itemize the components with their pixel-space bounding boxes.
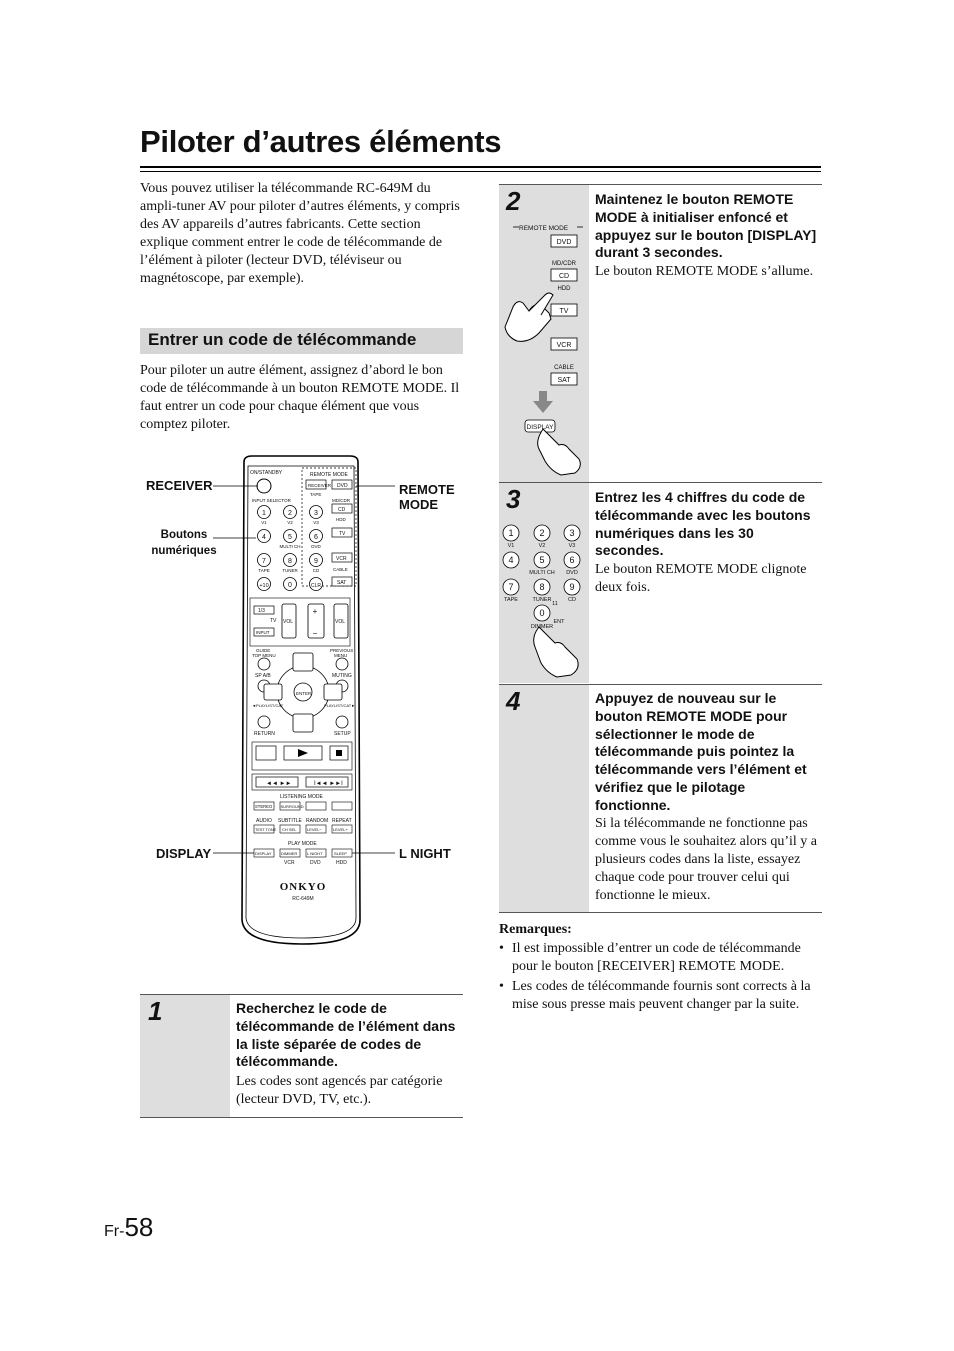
svg-text:TAPE: TAPE bbox=[310, 492, 322, 497]
step-4-number: 4 bbox=[506, 686, 521, 716]
svg-text:INPUT SELECTOR: INPUT SELECTOR bbox=[252, 498, 291, 503]
section-heading: Entrer un code de télécommande bbox=[148, 330, 417, 349]
svg-text:VCR: VCR bbox=[336, 556, 347, 562]
svg-text:11: 11 bbox=[552, 601, 558, 607]
svg-text:◄◄ ►►: ◄◄ ►► bbox=[266, 781, 292, 787]
svg-text:7: 7 bbox=[508, 582, 514, 592]
svg-text:MUTING: MUTING bbox=[332, 673, 352, 679]
step-2-number: 2 bbox=[506, 186, 521, 216]
step-2-body: Le bouton REMOTE MODE s’allume. bbox=[595, 264, 814, 279]
svg-text:SLEEP: SLEEP bbox=[334, 851, 347, 856]
svg-text:MD/CDR: MD/CDR bbox=[552, 261, 576, 267]
svg-text:TUNER: TUNER bbox=[282, 568, 298, 573]
step-4-heading: Appuyez de nouveau sur le bouton REMOTE MODE pour sélectionner le mode de télécommande puis pointez la télécommande vers l’élément et vérifiez que le pilotage fonctionne. bbox=[595, 690, 807, 813]
svg-text:STEREO: STEREO bbox=[255, 804, 273, 809]
svg-text:TAPE: TAPE bbox=[504, 597, 518, 603]
svg-text:VOL: VOL bbox=[335, 619, 346, 625]
svg-text:RECEIVER: RECEIVER bbox=[308, 483, 332, 488]
svg-text:PLAYLIST/CAT►: PLAYLIST/CAT► bbox=[324, 703, 356, 708]
step-2-illustration bbox=[499, 215, 589, 480]
svg-text:DIMMER: DIMMER bbox=[530, 624, 554, 630]
svg-text:DIMMER: DIMMER bbox=[281, 851, 298, 856]
callout-remote-mode-line1: REMOTE bbox=[399, 482, 455, 497]
svg-text:MULTI CH: MULTI CH bbox=[529, 570, 555, 576]
svg-text:LISTENING MODE: LISTENING MODE bbox=[280, 794, 323, 800]
svg-text:PREVIOUS: PREVIOUS bbox=[330, 648, 354, 653]
svg-text:SAT: SAT bbox=[557, 377, 571, 384]
svg-text:TEST TONE: TEST TONE bbox=[255, 828, 277, 832]
callout-numeric-line2: numériques bbox=[151, 545, 217, 557]
svg-text:TAPE: TAPE bbox=[258, 568, 270, 573]
svg-text:CD: CD bbox=[312, 568, 320, 573]
svg-text:◄PLAYLIST/CAT: ◄PLAYLIST/CAT bbox=[252, 703, 284, 708]
step-3-heading: Entrez les 4 chiffres du code de télécommande avec les boutons numériques dans les 30 secondes. bbox=[595, 489, 811, 559]
svg-text:TV: TV bbox=[339, 531, 346, 537]
callout-l-night: L NIGHT bbox=[399, 846, 451, 861]
step-4-body: Si la télécommande ne fonctionne pas comme vous le souhaitez alors qu’il y a plusieurs codes dans la liste, essayez chaque code pour trouver celui qui fonctionne le mieux. bbox=[595, 816, 817, 903]
notes-title: Remarques: bbox=[499, 922, 572, 937]
svg-text:CH SEL: CH SEL bbox=[282, 827, 297, 832]
svg-text:TUNER: TUNER bbox=[532, 597, 552, 603]
svg-text:2: 2 bbox=[288, 510, 292, 517]
svg-text:−: − bbox=[312, 629, 318, 638]
svg-text:RETURN: RETURN bbox=[254, 731, 275, 737]
svg-text:TOP MENU: TOP MENU bbox=[252, 653, 276, 658]
page-number-value: 58 bbox=[124, 1212, 154, 1242]
svg-text:VOL: VOL bbox=[283, 619, 294, 625]
svg-text:HDD: HDD bbox=[336, 860, 347, 866]
svg-text:ENTER: ENTER bbox=[296, 691, 312, 696]
svg-text:RC-649M: RC-649M bbox=[292, 896, 314, 902]
svg-text:8: 8 bbox=[288, 558, 292, 565]
page-number-prefix: Fr- bbox=[104, 1223, 125, 1240]
svg-text:SUBTITLE: SUBTITLE bbox=[278, 818, 302, 824]
svg-text:0: 0 bbox=[288, 582, 292, 589]
svg-text:9: 9 bbox=[314, 558, 318, 565]
svg-text:VCR: VCR bbox=[556, 342, 572, 349]
svg-text:+10: +10 bbox=[259, 583, 269, 589]
svg-text:PLAY MODE: PLAY MODE bbox=[288, 841, 317, 847]
svg-text:1: 1 bbox=[262, 510, 266, 517]
svg-text:MULTI CH: MULTI CH bbox=[279, 544, 301, 549]
svg-text:8: 8 bbox=[539, 582, 545, 592]
svg-text:RANDOM: RANDOM bbox=[306, 818, 329, 824]
svg-text:9: 9 bbox=[569, 582, 575, 592]
svg-text:VCR: VCR bbox=[284, 860, 295, 866]
svg-text:0: 0 bbox=[539, 608, 545, 618]
svg-text:REPEAT: REPEAT bbox=[332, 818, 352, 824]
svg-text:V1: V1 bbox=[507, 543, 515, 549]
step-1-heading: Recherchez le code de télécommande de l’élément dans la liste séparée de codes de télécommande. bbox=[236, 1000, 456, 1070]
svg-text:1: 1 bbox=[508, 528, 514, 538]
svg-text:ENT: ENT bbox=[553, 619, 565, 625]
callout-receiver: RECEIVER bbox=[146, 478, 213, 493]
step-4-box bbox=[499, 685, 589, 912]
section-paragraph: Pour piloter un autre élément, assignez d’abord le bon code de télécommande à un bouton REMOTE MODE. Il faut entrer un code pour chaque élément que vous comptez piloter. bbox=[140, 363, 460, 432]
svg-text:5: 5 bbox=[288, 534, 292, 541]
svg-text:LEVEL−: LEVEL− bbox=[307, 827, 322, 832]
svg-text:3: 3 bbox=[314, 510, 318, 517]
callout-numeric-line1: Boutons bbox=[160, 529, 208, 541]
callout-remote-mode-line2: MODE bbox=[399, 497, 438, 512]
note-item: • Les codes de télécommande fournis sont corrects à la mise sous presse mais peuvent changer par la suite. bbox=[499, 978, 822, 1013]
svg-text:TV: TV bbox=[270, 618, 277, 624]
svg-text:1/3: 1/3 bbox=[258, 608, 265, 614]
svg-text:I◄◄ ►►I: I◄◄ ►►I bbox=[314, 781, 343, 787]
svg-text:DVD: DVD bbox=[566, 570, 578, 576]
step2-remote-mode-label: REMOTE MODE bbox=[519, 225, 569, 232]
svg-text:INPUT: INPUT bbox=[256, 630, 270, 635]
svg-text:V2: V2 bbox=[538, 543, 546, 549]
svg-text:V2: V2 bbox=[287, 520, 293, 525]
svg-text:2: 2 bbox=[539, 528, 545, 538]
svg-text:DVD: DVD bbox=[310, 860, 321, 866]
callout-display: DISPLAY bbox=[156, 846, 212, 861]
svg-text:SP A/B: SP A/B bbox=[255, 673, 271, 679]
step-4-bottom-rule bbox=[499, 912, 822, 913]
svg-text:CABLE: CABLE bbox=[554, 365, 574, 371]
svg-text:V3: V3 bbox=[313, 520, 319, 525]
step-1-body: Les codes sont agencés par catégorie (lecteur DVD, TV, etc.). bbox=[236, 1074, 443, 1107]
svg-text:SAT: SAT bbox=[337, 580, 347, 586]
remote-mode-label: REMOTE MODE bbox=[310, 472, 348, 478]
svg-text:HDD: HDD bbox=[336, 517, 346, 522]
remote-control-illustration bbox=[140, 450, 470, 950]
svg-text:CD: CD bbox=[558, 273, 570, 280]
svg-text:L NIGHT: L NIGHT bbox=[307, 851, 323, 856]
note-item: • Il est impossible d’entrer un code de télécommande pour le bouton [RECEIVER] REMOTE MODE. bbox=[499, 940, 822, 975]
svg-text:AUDIO: AUDIO bbox=[256, 818, 272, 824]
svg-text:+: + bbox=[312, 607, 318, 616]
svg-text:MD/CDR: MD/CDR bbox=[332, 498, 350, 503]
svg-text:CD: CD bbox=[568, 597, 576, 603]
title-rule bbox=[140, 166, 821, 168]
svg-text:DISPLAY: DISPLAY bbox=[255, 851, 272, 856]
step-1-bottom-rule bbox=[140, 1117, 463, 1118]
svg-text:7: 7 bbox=[262, 558, 266, 565]
svg-text:DVD: DVD bbox=[311, 544, 321, 549]
intro-paragraph: Vous pouvez utiliser la télécommande RC-649M du ampli-tuner AV pour piloter d’autres éléments, y compris des AV appareils d’autres fabricants. Cette section explique comment entrer le code de télécommande de l’élément à piloter (lecteur DVD, téléviseur ou magnétoscope, par exemple). bbox=[140, 181, 460, 286]
svg-text:3: 3 bbox=[569, 528, 575, 538]
svg-text:GUIDE: GUIDE bbox=[256, 648, 271, 653]
page-number bbox=[104, 1212, 153, 1243]
step-3-number: 3 bbox=[506, 484, 521, 514]
step-3-illustration bbox=[499, 515, 589, 681]
svg-text:6: 6 bbox=[314, 534, 318, 541]
svg-text:6: 6 bbox=[569, 555, 575, 565]
svg-text:HDD: HDD bbox=[557, 286, 571, 292]
svg-text:4: 4 bbox=[262, 534, 266, 541]
step-1-number: 1 bbox=[148, 996, 163, 1026]
step-2-heading: Maintenez le bouton REMOTE MODE à initialiser enfoncé et appuyez sur le bouton [DISPLAY] durant 3 secondes. bbox=[595, 191, 817, 261]
svg-text:MENU: MENU bbox=[334, 653, 348, 658]
svg-text:ONKYO: ONKYO bbox=[279, 881, 327, 893]
svg-text:CD: CD bbox=[338, 507, 346, 513]
svg-text:5: 5 bbox=[539, 555, 545, 565]
svg-text:V1: V1 bbox=[261, 520, 267, 525]
svg-text:V3: V3 bbox=[568, 543, 576, 549]
svg-text:TV: TV bbox=[559, 308, 569, 315]
title-rule-thin bbox=[140, 171, 821, 172]
step-3-body: Le bouton REMOTE MODE clignote deux fois. bbox=[595, 562, 807, 595]
svg-text:SURROUND: SURROUND bbox=[280, 804, 304, 809]
svg-text:LEVEL+: LEVEL+ bbox=[333, 827, 348, 832]
svg-text:DVD: DVD bbox=[556, 239, 572, 246]
page-title: Piloter d’autres éléments bbox=[140, 124, 502, 159]
remote-standby-label: ON/STANDBY bbox=[250, 470, 283, 476]
svg-text:CABLE: CABLE bbox=[333, 567, 348, 572]
svg-text:SETUP: SETUP bbox=[334, 731, 351, 737]
svg-text:DVD: DVD bbox=[337, 483, 348, 489]
svg-text:4: 4 bbox=[508, 555, 514, 565]
svg-text:DISPLAY: DISPLAY bbox=[526, 424, 554, 431]
notes-list bbox=[499, 940, 822, 1016]
callout-remote-mode bbox=[399, 482, 455, 512]
svg-text:CLR: CLR bbox=[310, 583, 322, 589]
callout-numeric-buttons bbox=[150, 527, 218, 559]
